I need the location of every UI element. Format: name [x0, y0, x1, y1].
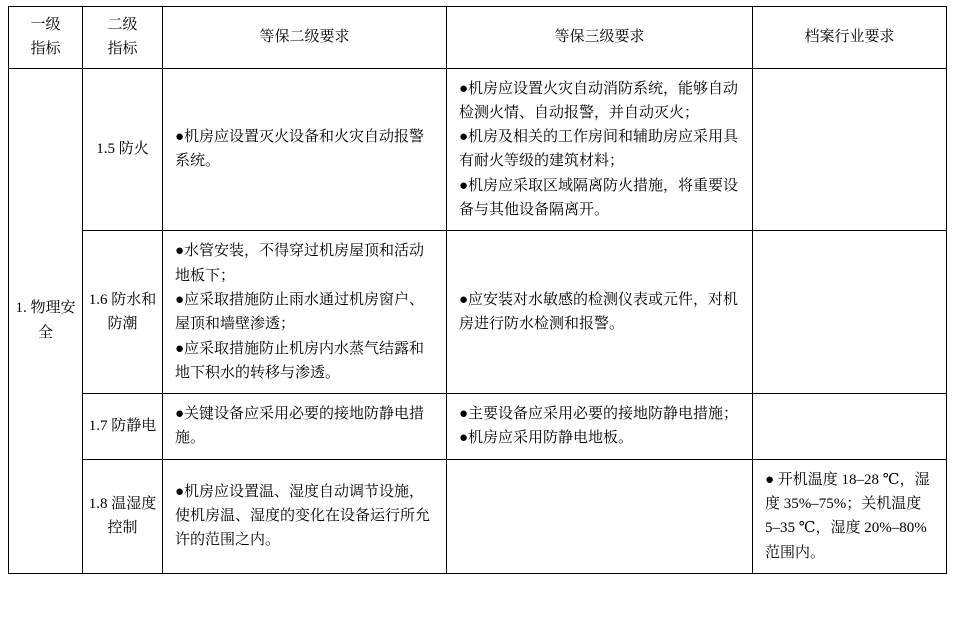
column-header-level2-line1: 二级: [107, 17, 138, 33]
cell-level3-req-waterproof: ●应安装对水敏感的检测仪表或元件，对机房进行防水检测和报警。: [447, 231, 753, 394]
table-header-row: [9, 7, 947, 69]
cell-archive-req-temperature-humidity: ● 开机温度 18–28 ℃，湿度 35%–75%；关机温度 5–35 ℃，湿度 20%–80% 范围内。: [753, 459, 947, 573]
column-header-level2: [83, 7, 163, 69]
cell-level2-fire-protection: 1.5 防火: [83, 68, 163, 231]
bullet-line: ●水管安装，不得穿过机房屋顶和活动地板下；: [175, 243, 425, 284]
cell-archive-req-antistatic: [753, 394, 947, 460]
cell-level2-req-fire: ●机房应设置灭火设备和火灾自动报警系统。: [163, 68, 447, 231]
bullet-line: ●机房应设置火灾自动消防系统，能够自动检测火情、自动报警，并自动灭火；: [459, 80, 739, 121]
table-row: [9, 394, 947, 460]
column-header-archive-requirements: 档案行业要求: [753, 7, 947, 69]
bullet-line: ●机房及相关的工作房间和辅助房应采用具有耐火等级的建筑材料；: [459, 129, 739, 170]
cell-archive-req-fire: [753, 68, 947, 231]
table-body: [9, 68, 947, 573]
table-row: [9, 231, 947, 394]
column-header-level3-requirements: 等保三级要求: [447, 7, 753, 69]
table-row: [9, 68, 947, 231]
bullet-line: ●机房应采用防静电地板。: [459, 430, 634, 447]
table-header: [9, 7, 947, 69]
bullet-line: ●机房应采取区域隔离防火措施，将重要设备与其他设备隔离开。: [459, 177, 739, 219]
bullet-line: ●应采取措施防止雨水通过机房窗户、屋顶和墙壁渗透；: [175, 291, 425, 333]
column-header-level2-line2: 指标: [107, 41, 138, 58]
cell-level3-req-antistatic: [447, 394, 753, 460]
cell-level3-req-temperature-humidity: [447, 459, 753, 573]
cell-level2-req-waterproof: [163, 231, 447, 394]
requirements-table: [8, 6, 947, 574]
cell-level2-req-antistatic: ●关键设备应采用必要的接地防静电措施。: [163, 394, 447, 460]
column-header-level1: [9, 7, 83, 69]
table-row: [9, 459, 947, 573]
cell-level2-waterproof: 1.6 防水和防潮: [83, 231, 163, 394]
column-header-level1-line2: 指标: [30, 41, 61, 58]
bullet-line: ●应采取措施防止机房内水蒸气结露和地下积水的转移与渗透。: [175, 340, 425, 381]
cell-level3-req-fire: [447, 68, 753, 231]
cell-level2-req-temperature-humidity: ●机房应设置温、湿度自动调节设施，使机房温、湿度的变化在设备运行所允许的范围之内。: [163, 459, 447, 573]
column-header-level2-requirements: 等保二级要求: [163, 7, 447, 69]
column-header-level1-line1: 一级: [30, 17, 61, 33]
cell-level1-physical-security: 1. 物理安全: [9, 68, 83, 573]
bullet-line: ●主要设备应采用必要的接地防静电措施；: [459, 406, 739, 423]
cell-level2-antistatic: 1.7 防静电: [83, 394, 163, 460]
cell-archive-req-waterproof: [753, 231, 947, 394]
cell-level2-temperature-humidity: 1.8 温湿度控制: [83, 459, 163, 573]
